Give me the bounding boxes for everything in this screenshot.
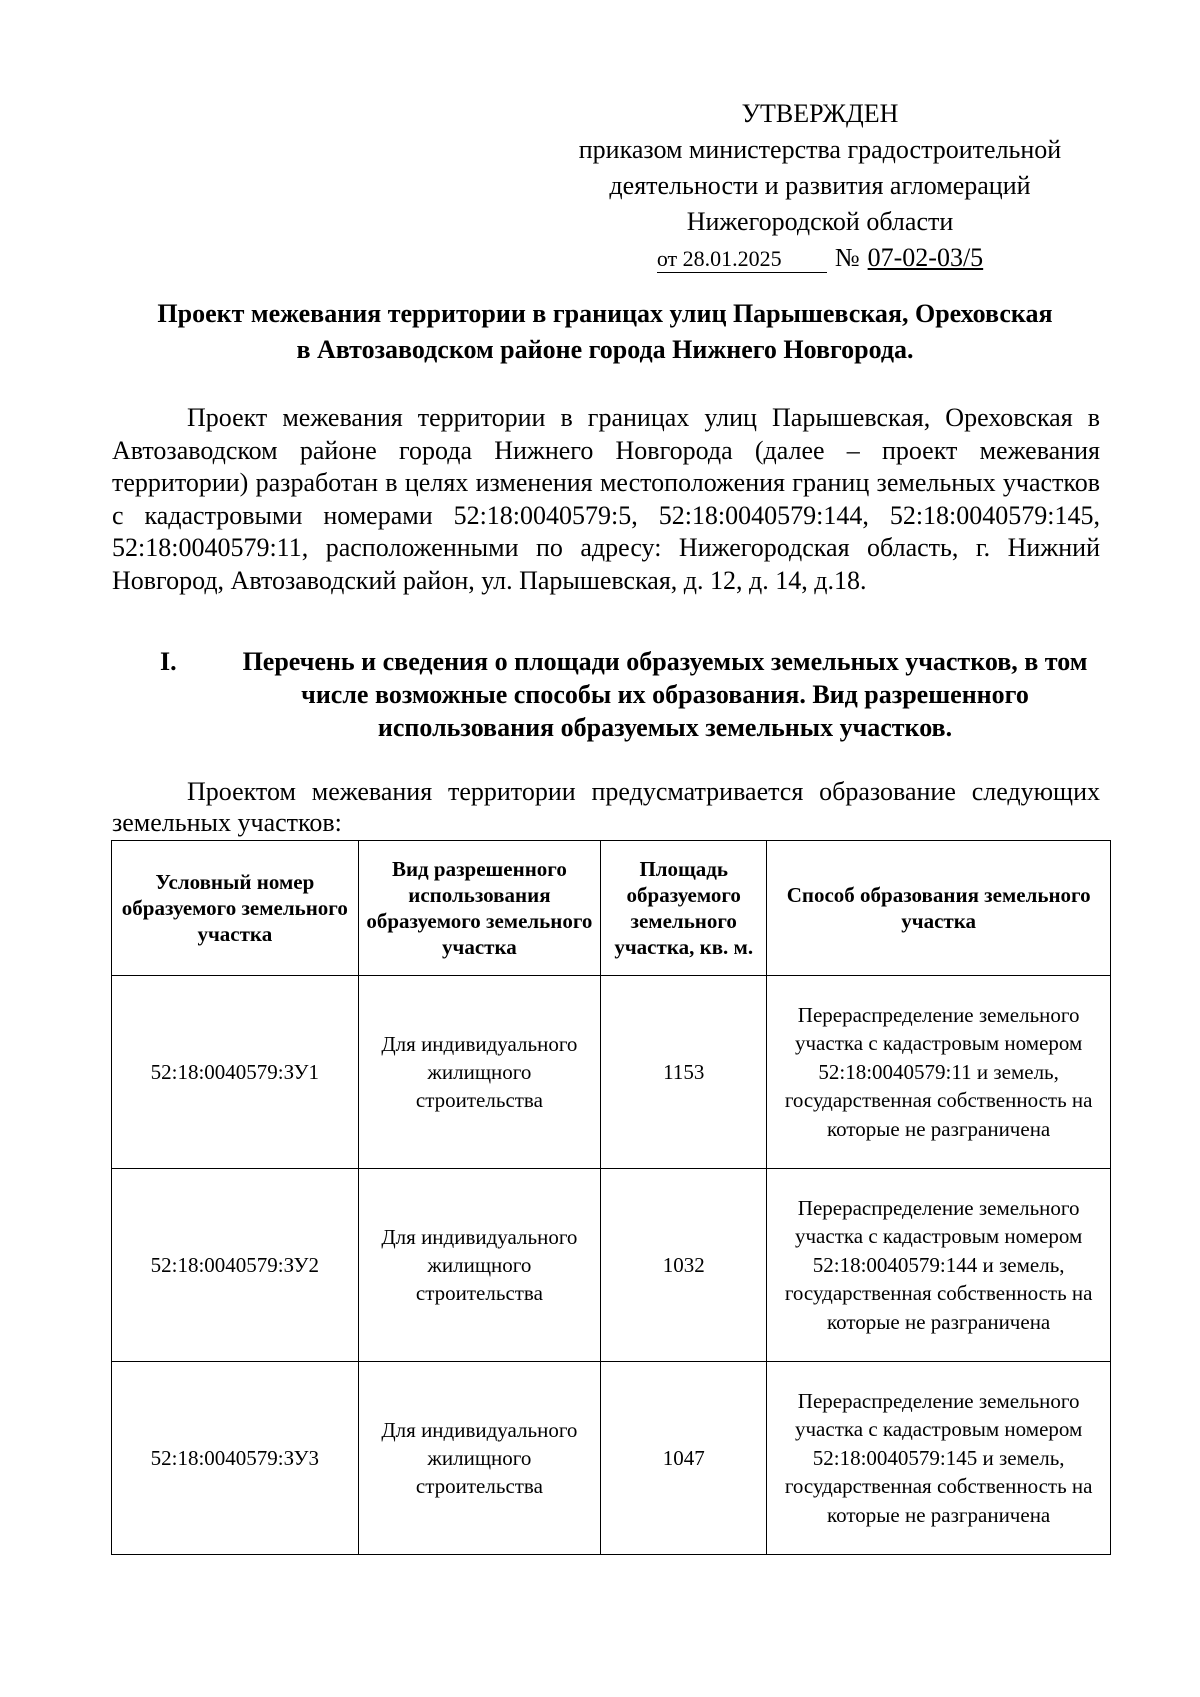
- table-header-row: [112, 841, 1111, 976]
- approval-heading: УТВЕРЖДЕН: [741, 99, 899, 128]
- approval-date: 28.01.2025: [682, 246, 782, 271]
- approval-number: 07-02-03/5: [867, 243, 984, 272]
- cell-plot-id: 52:18:0040579:ЗУ1: [112, 976, 359, 1169]
- cell-formation-method: Перераспределение земельного участка с кадастровым номером 52:18:0040579:145 и земель, государственная собственность на которые не разграничена: [767, 1362, 1111, 1555]
- cell-permitted-use: Для индивидуального жилищного строительства: [358, 1362, 601, 1555]
- date-prefix: от: [656, 246, 678, 271]
- section-heading: [160, 645, 1100, 744]
- cell-formation-method: Перераспределение земельного участка с кадастровым номером 52:18:0040579:11 и земель, государственная собственность на которые не разграничена: [767, 976, 1111, 1169]
- title-line-1: Проект межевания территории в границах улиц Парышевская, Ореховская: [157, 299, 1053, 328]
- cell-permitted-use: Для индивидуального жилищного строительства: [358, 976, 601, 1169]
- cell-area: 1032: [601, 1169, 767, 1362]
- number-prefix: №: [834, 243, 860, 272]
- cell-area: 1047: [601, 1362, 767, 1555]
- cell-plot-id: 52:18:0040579:ЗУ3: [112, 1362, 359, 1555]
- section-number: I.: [160, 647, 177, 676]
- header-area: Площадь образуемого земельного участка, кв. м.: [601, 841, 767, 976]
- header-plot-id: Условный номер образуемого земельного участка: [112, 841, 359, 976]
- approval-stamp: [520, 96, 1120, 276]
- header-permitted-use: Вид разрешенного использования образуемого земельного участка: [358, 841, 601, 976]
- cell-formation-method: Перераспределение земельного участка с кадастровым номером 52:18:0040579:144 и земель, государственная собственность на которые не разграничена: [767, 1169, 1111, 1362]
- approval-line-1: приказом министерства градостроительной: [578, 135, 1062, 164]
- cell-permitted-use: Для индивидуального жилищного строительства: [358, 1169, 601, 1362]
- table-intro: Проектом межевания территории предусматривается образование следующих земельных участков:: [112, 777, 1100, 837]
- approval-line-2: деятельности и развития агломераций: [609, 171, 1031, 200]
- cell-plot-id: 52:18:0040579:ЗУ2: [112, 1169, 359, 1362]
- approval-line-3: Нижегородской области: [686, 207, 954, 236]
- section-heading-text: Перечень и сведения о площади образуемых земельных участков, в том числе возможные способы их образования. Вид разрешенного использования образуемых земельных участков.: [242, 647, 1088, 742]
- document-title: [110, 296, 1100, 368]
- header-formation-method: Способ образования земельного участка: [767, 841, 1111, 976]
- table-row: [112, 1362, 1111, 1555]
- title-line-2: в Автозаводском районе города Нижнего Новгорода.: [296, 335, 914, 364]
- land-plots-table: [111, 840, 1111, 1555]
- intro-paragraph: Проект межевания территории в границах улиц Парышевская, Ореховская в Автозаводском районе города Нижнего Новгорода (далее – проект межевания территории) разработан в целях изменения местоположения границ земельных участков с кадастровыми номерами 52:18:0040579:5, 52:18:0040579:144, 52:18:0040579:145, 52:18:0040579:11, расположенными по адресу: Нижегородская область, г. Нижний Новгород, Автозаводский район, ул. Парышевская, д. 12, д. 14, д.18.: [112, 403, 1100, 595]
- cell-area: 1153: [601, 976, 767, 1169]
- table-row: [112, 976, 1111, 1169]
- approval-date-line: [520, 240, 1120, 276]
- table-row: [112, 1169, 1111, 1362]
- approval-date-field: [657, 246, 827, 273]
